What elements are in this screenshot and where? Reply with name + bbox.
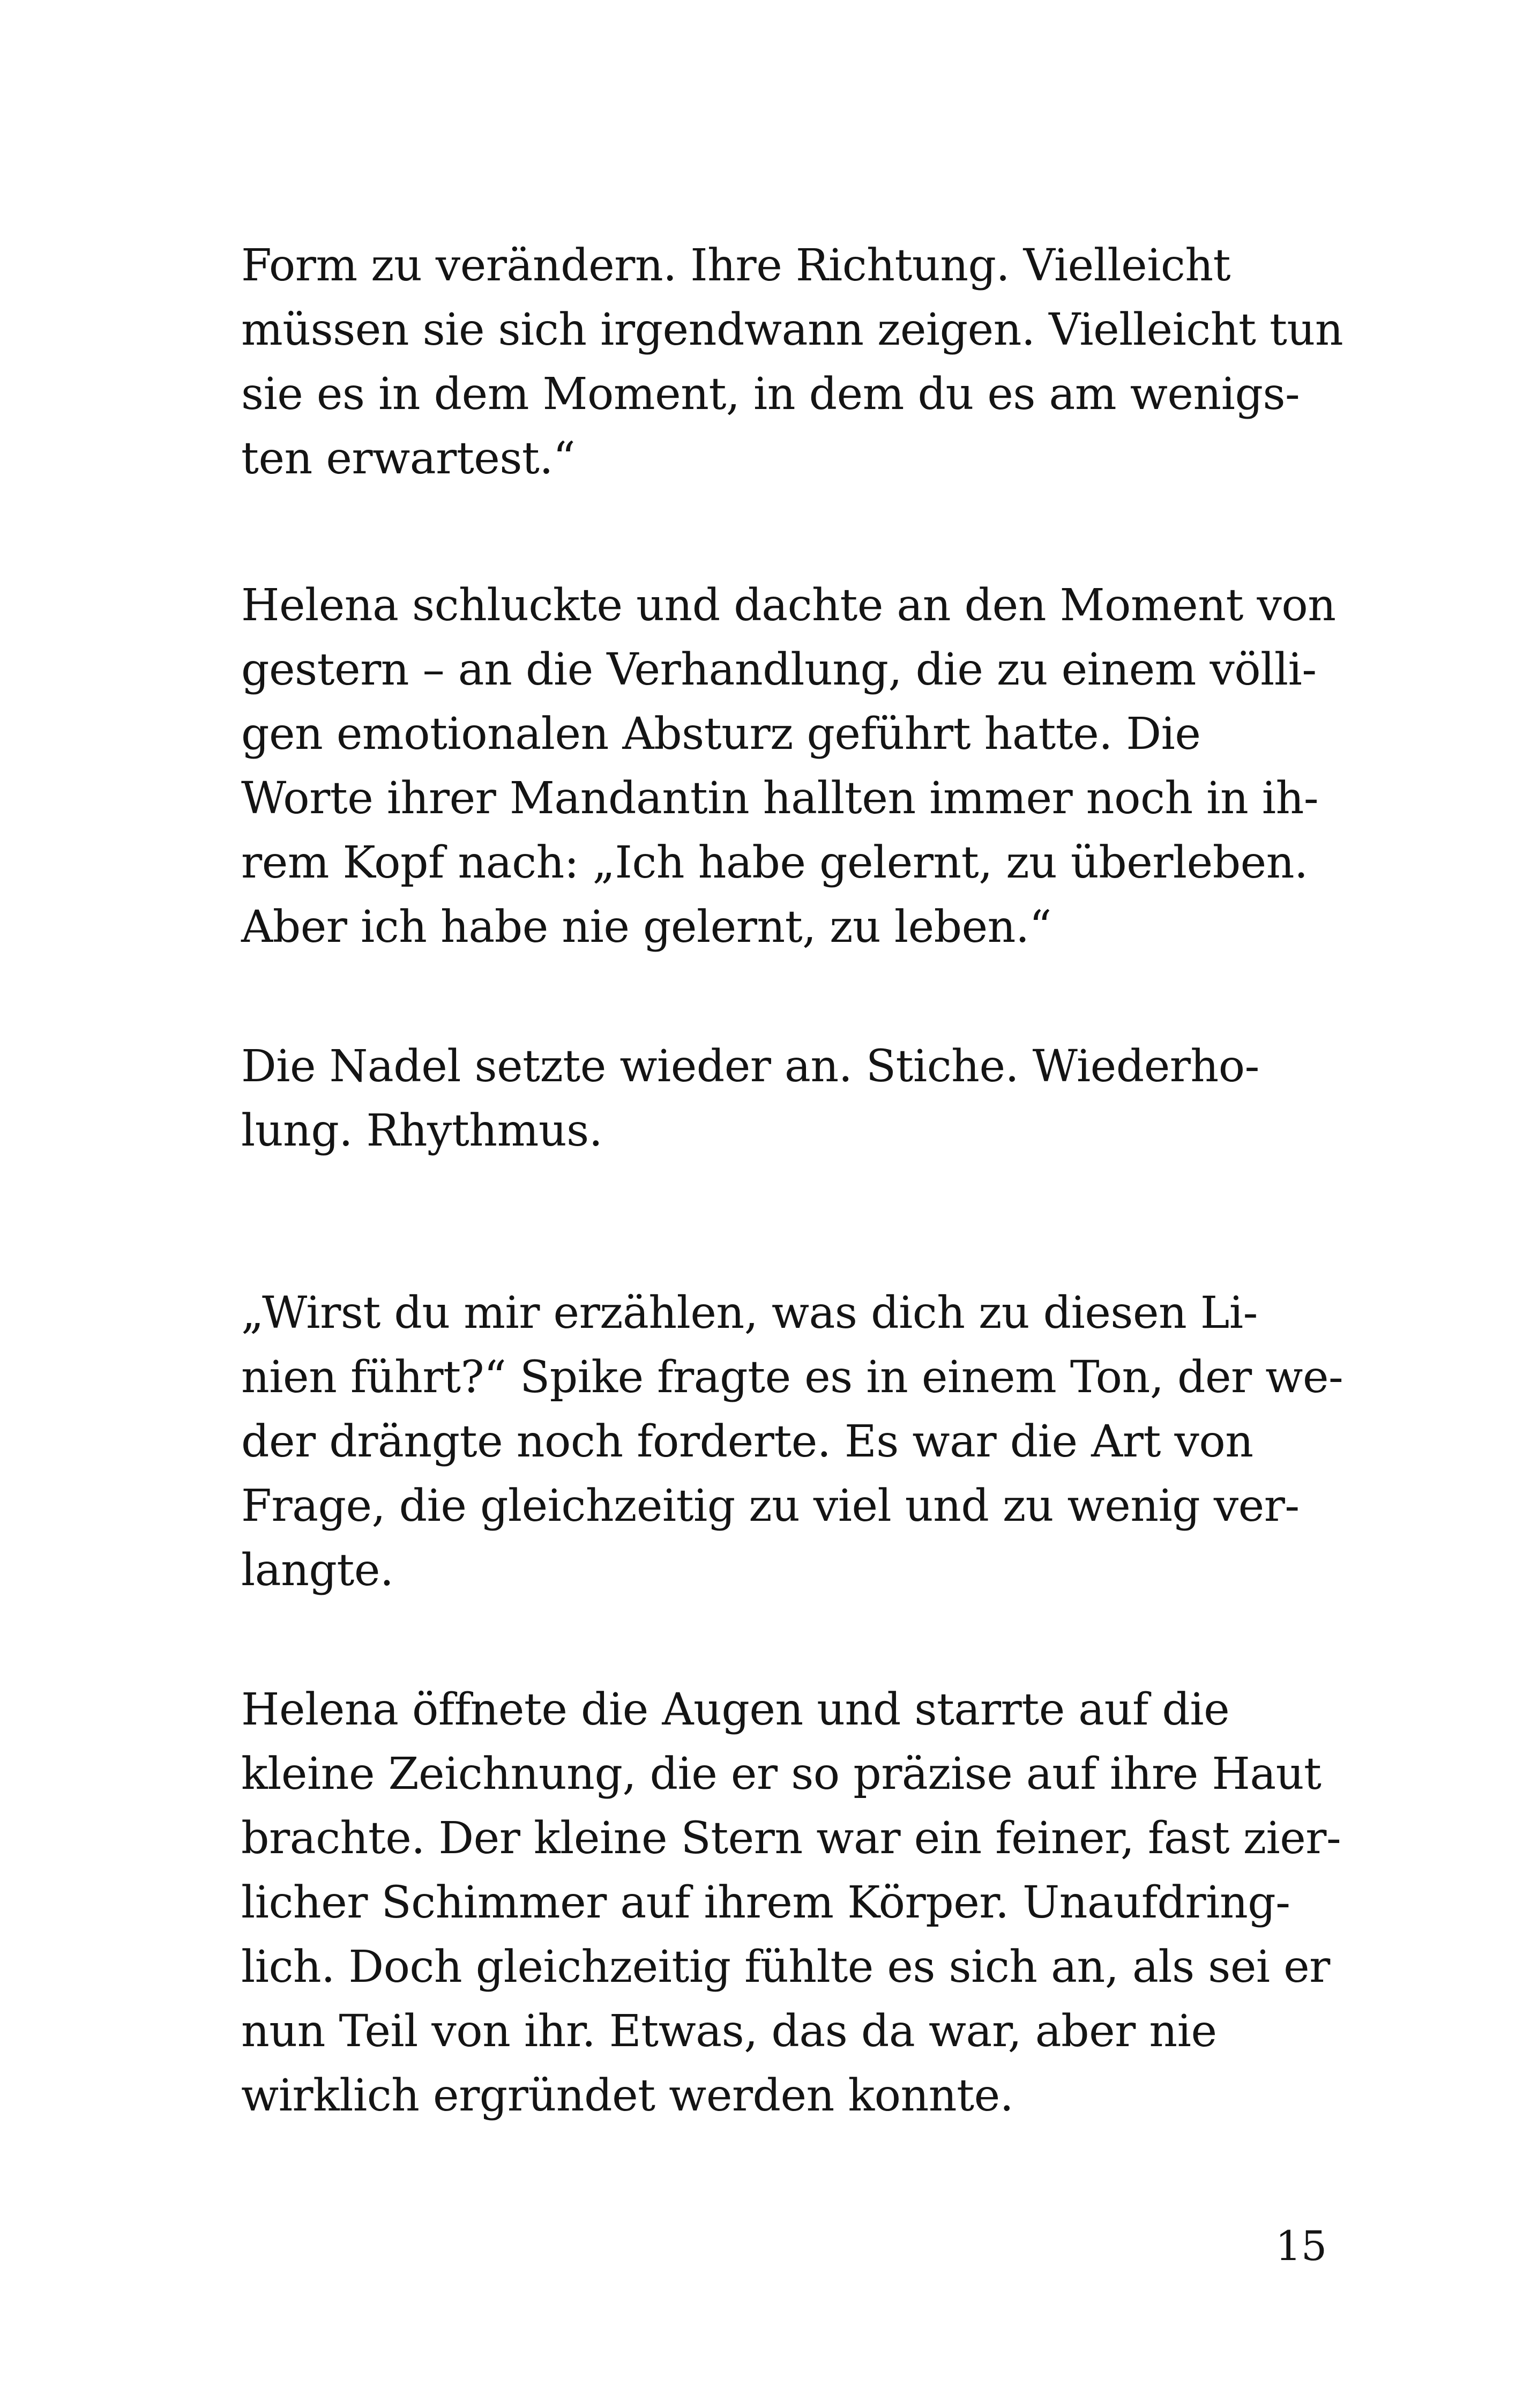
text-line: Form zu verändern. Ihre Richtung. Vielleicht xyxy=(241,240,1231,291)
paragraph xyxy=(241,574,1377,960)
text-line: der drängte noch forderte. Es war die Art von xyxy=(241,1416,1253,1467)
paragraph xyxy=(241,1035,1377,1163)
text-line: licher Schimmer auf ihrem Körper. Unaufdring- xyxy=(241,1877,1290,1928)
text-line: Frage, die gleichzeitig zu viel und zu wenig ver- xyxy=(241,1481,1300,1532)
text-line: lung. Rhythmus. xyxy=(241,1105,603,1156)
text-line: Die Nadel setzte wieder an. Stiche. Wiederho- xyxy=(241,1041,1259,1092)
text-line: Worte ihrer Mandantin hallten immer noch in ih- xyxy=(241,773,1319,824)
text-line: Aber ich habe nie gelernt, zu leben.“ xyxy=(241,902,1051,953)
page-number: 15 xyxy=(1275,2222,1327,2270)
text-line: rem Kopf nach: „Ich habe gelernt, zu überleben. xyxy=(241,837,1308,888)
text-line: nien führt?“ Spike fragte es in einem Ton, der we- xyxy=(241,1352,1343,1403)
text-line: brachte. Der kleine Stern war ein feiner, fast zier- xyxy=(241,1813,1341,1864)
text-line: nun Teil von ihr. Etwas, das da war, aber nie xyxy=(241,2006,1217,2057)
text-line: langte. xyxy=(241,1545,394,1596)
text-line: „Wirst du mir erzählen, was dich zu diesen Li- xyxy=(241,1288,1258,1339)
text-line: Helena schluckte und dachte an den Moment von xyxy=(241,580,1336,631)
text-line: gen emotionalen Absturz geführt hatte. Die xyxy=(241,709,1201,760)
paragraph xyxy=(241,1678,1377,2128)
text-line: ten erwartest.“ xyxy=(241,433,576,484)
paragraph xyxy=(241,1281,1377,1603)
text-line: kleine Zeichnung, die er so präzise auf ihre Haut xyxy=(241,1749,1322,1800)
text-line: müssen sie sich irgendwann zeigen. Vielleicht tun xyxy=(241,304,1343,355)
text-line: Helena öffnete die Augen und starrte auf die xyxy=(241,1684,1230,1735)
text-line: gestern – an die Verhandlung, die zu einem völli- xyxy=(241,644,1317,695)
paragraph xyxy=(241,234,1377,491)
text-line: wirklich ergründet werden konnte. xyxy=(241,2070,1014,2121)
text-line: sie es in dem Moment, in dem du es am wenigs- xyxy=(241,369,1300,420)
text-line: lich. Doch gleichzeitig fühlte es sich an, als sei er xyxy=(241,1942,1330,1993)
